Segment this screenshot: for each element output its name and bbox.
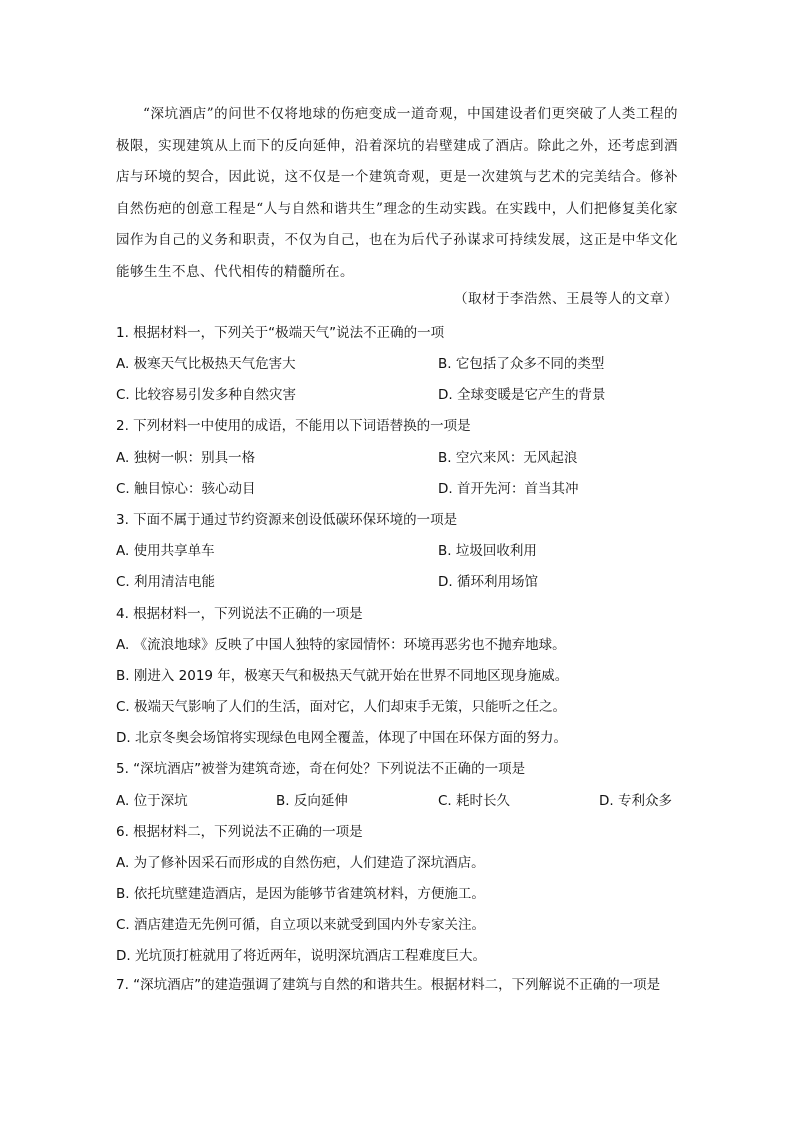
question-6-option-b: B. 依托坑壁建造酒店，是因为能够节省建筑材料，方便施工。 <box>116 886 485 902</box>
reading-passage: “深坑酒店”的问世不仅将地球的伤疤变成一道奇观，中国建设者们更突破了人类工程的极限，实现建筑从上而下的反向延伸，沿着深坑的岩壁建成了酒店。除此之外，还考虑到酒店与环境的契合，因此说，这不仅是一个建筑奇观，更是一次建筑与艺术的完美结合。修补自然伤疤的创意工程是“人与自然和谐共生”理念的生动实践。在实践中，人们把修复美化家园作为自己的义务和职责，不仅为自己，也在为后代子孙谋求可持续发展，这正是中华文化能够生生不息、代代相传的精髓所在。 <box>116 106 678 280</box>
question-5-option-d: D. 专利众多 <box>599 793 672 809</box>
question-5-option-c: C. 耗时长久 <box>438 793 511 809</box>
question-6-option-a: A. 为了修补因采石而形成的自然伤疤，人们建造了深坑酒店。 <box>116 855 485 871</box>
question-3-option-d: D. 循环利用场馆 <box>438 574 538 590</box>
question-4-option-d: D. 北京冬奥会场馆将实现绿色电网全覆盖，体现了中国在环保方面的努力。 <box>116 730 567 746</box>
question-4-option-b: B. 刚进入 2019 年，极寒天气和极热天气就开始在世界不同地区现身施威。 <box>116 668 569 684</box>
question-1-option-d: D. 全球变暖是它产生的背景 <box>438 387 606 403</box>
question-1-option-b: B. 它包括了众多不同的类型 <box>438 356 605 372</box>
question-7-stem: 7. “深坑酒店”的建造强调了建筑与自然的和谐共生。根据材料二，下列解说不正确的一项是 <box>116 977 661 993</box>
question-3-option-a: A. 使用共享单车 <box>116 543 215 559</box>
question-4-stem: 4. 根据材料一，下列说法不正确的一项是 <box>116 606 363 622</box>
question-2-option-b: B. 空穴来风：无风起浪 <box>438 450 578 466</box>
question-6-stem: 6. 根据材料二，下列说法不正确的一项是 <box>116 824 363 840</box>
question-4-option-a: A. 《流浪地球》反映了中国人独特的家园情怀：环境再恶劣也不抛弃地球。 <box>116 637 566 653</box>
question-3-option-b: B. 垃圾回收利用 <box>438 543 537 559</box>
question-2-option-d: D. 首开先河：首当其冲 <box>438 481 579 497</box>
question-5-option-b: B. 反向延伸 <box>276 793 348 809</box>
question-1-stem: 1. 根据材料一，下列关于“极端天气”说法不正确的一项 <box>116 325 445 341</box>
question-1-option-a: A. 极寒天气比极热天气危害大 <box>116 356 296 372</box>
question-6-option-d: D. 光坑顶打桩就用了将近两年，说明深坑酒店工程难度巨大。 <box>116 948 486 964</box>
question-3-stem: 3. 下面不属于通过节约资源来创设低碳环保环境的一项是 <box>116 512 458 528</box>
question-1-option-c: C. 比较容易引发多种自然灾害 <box>116 387 297 403</box>
question-5-option-a: A. 位于深坑 <box>116 793 188 809</box>
question-2-stem: 2. 下列材料一中使用的成语，不能用以下词语替换的一项是 <box>116 418 471 434</box>
question-4-option-c: C. 极端天气影响了人们的生活，面对它，人们却束手无策，只能听之任之。 <box>116 699 567 715</box>
question-5-stem: 5. “深坑酒店”被誉为建筑奇迹，奇在何处？下列说法不正确的一项是 <box>116 761 526 777</box>
question-2-option-a: A. 独树一帜：别具一格 <box>116 450 256 466</box>
passage-source: （取材于李浩然、王晨等人的文章） <box>454 291 678 307</box>
question-6-option-c: C. 酒店建造无先例可循，自立项以来就受到国内外专家关注。 <box>116 917 486 933</box>
question-3-option-c: C. 利用清洁电能 <box>116 574 216 590</box>
question-2-option-c: C. 触目惊心：骇心动目 <box>116 481 256 497</box>
